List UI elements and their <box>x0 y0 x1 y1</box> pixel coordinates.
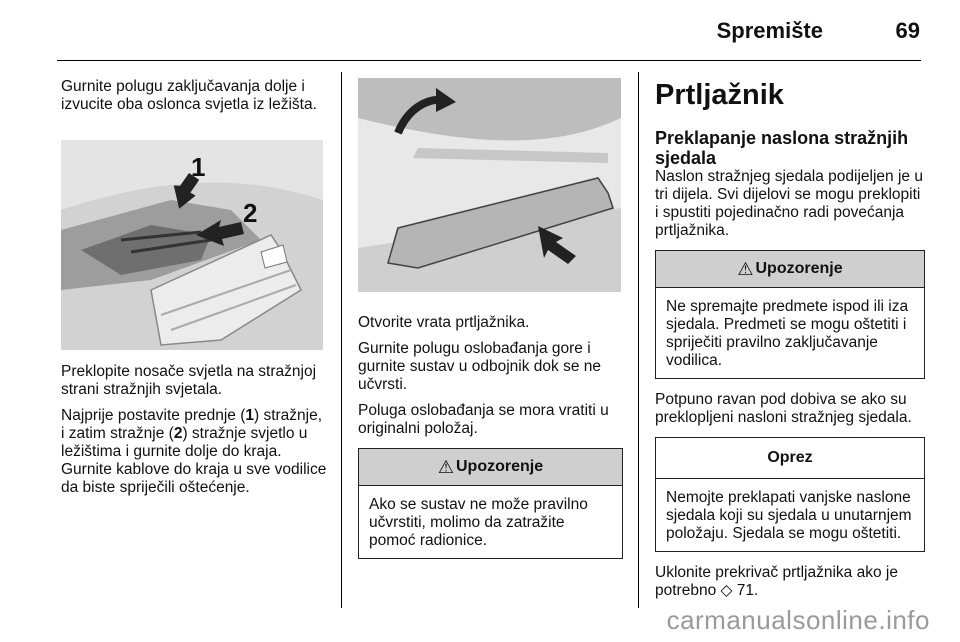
callout-1: 1 <box>191 152 206 182</box>
callout-2: 2 <box>243 198 258 228</box>
warning-triangle-icon: ⚠ <box>437 457 454 477</box>
section-heading: Prtljažnik <box>655 79 784 111</box>
column-1 <box>61 78 327 496</box>
warning-text-seats: Ne spremajte predmete ispod ili iza sjedala. Predmeti se mogu oštetiti i spriječiti pravilno zaključavanje vodilica. <box>666 298 909 369</box>
watermark: carmanualsonline.info <box>666 605 930 635</box>
subsection-heading: Preklapanje naslona stražnjih sjedala <box>655 128 909 168</box>
tailgate-bumper-illustration <box>358 78 621 292</box>
paragraph-fold-carriers: Preklopite nosače svjetla na stražnjoj strani stražnjih svjetala. <box>61 363 317 398</box>
caution-title: Oprez <box>767 449 813 466</box>
paragraph-open-tailgate: Otvorite vrata prtljažnika. <box>358 314 530 331</box>
header-divider <box>57 60 921 61</box>
column-divider-right <box>638 72 639 608</box>
intro-paragraph: Gurnite polugu zaključavanja dolje i izvucite oba oslonca svjetla iz ležišta. <box>61 78 317 113</box>
paragraph-install-order: Najprije postavite prednje (1) stražnje, i zatim stražnje (2) stražnje svjetlo u ležištima i gurnite dolje do kraja. Gurnite kablove do kraja u sve vodilice da biste spriječili oštećenje. <box>61 407 327 496</box>
warning-header-seats <box>656 251 924 288</box>
column-3 <box>655 78 925 608</box>
paragraph-flat-floor: Potpuno ravan pod dobiva se ako su preklopljeni nasloni stražnjeg sjedala. <box>655 391 912 426</box>
column-2 <box>358 78 623 571</box>
caution-header <box>656 438 924 479</box>
warning-title: Upozorenje <box>456 458 544 475</box>
warning-box-seats <box>655 250 925 379</box>
warning-triangle-icon: ⚠ <box>737 259 754 279</box>
warning-box <box>358 448 623 559</box>
page-reference-link[interactable]: 71. <box>736 582 759 599</box>
caution-text: Nemojte preklapati vanjske naslone sjedala koji su sjedala u unutarnjem položaju. Sjedala se mogu oštetiti. <box>666 489 912 542</box>
warning-text: Ako se sustav ne može pravilno učvrstiti, molimo da zatražite pomoć radionice. <box>369 496 588 549</box>
paragraph-remove-cover: Uklonite prekrivač prtljažnika ako je potrebno ◇ 71. <box>655 564 898 599</box>
page-number: 69 <box>895 18 920 43</box>
paragraph-lever-return: Poluga oslobađanja se mora vratiti u originalni položaj. <box>358 402 609 437</box>
paragraph-seat-split: Naslon stražnjeg sjedala podijeljen je u tri dijela. Svi dijelovi se mogu preklopiti i spustiti pojedinačno radi povećanja prtljažnika. <box>655 168 923 239</box>
triangle-ref-icon: ◇ <box>720 582 737 599</box>
warning-title-seats: Upozorenje <box>755 260 843 277</box>
tail-light-carrier-illustration <box>61 140 323 350</box>
warning-header <box>359 449 622 486</box>
paragraph-push-lever: Gurnite polugu oslobađanja gore i gurnite sustav u odbojnik dok se ne učvrsti. <box>358 340 601 393</box>
column-divider-left <box>341 72 342 608</box>
page-title: Spremište <box>716 18 823 43</box>
caution-box <box>655 437 925 552</box>
